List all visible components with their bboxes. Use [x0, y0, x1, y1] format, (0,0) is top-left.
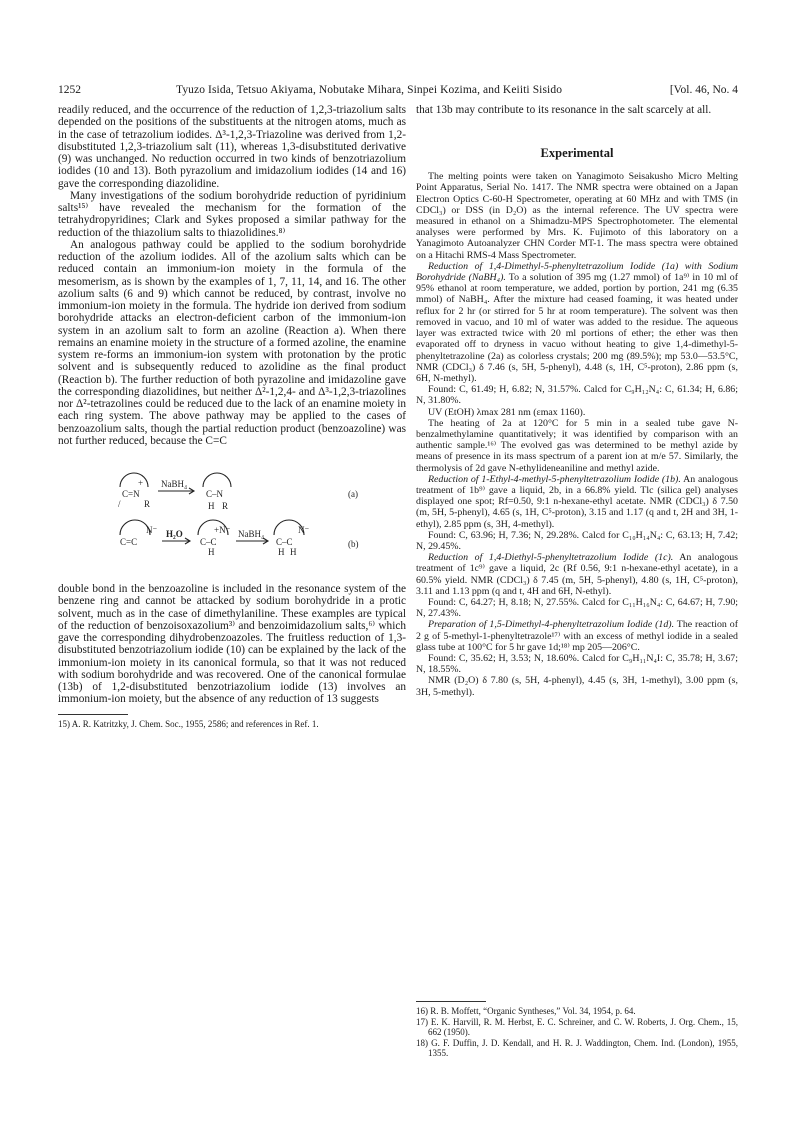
svg-text:H: H [208, 547, 215, 557]
svg-text:H: H [290, 547, 297, 557]
procedure-text: An analogous treatment of 1c⁹⁾ gave a liquid, 2c (Rf 0.56, 9:1 n-hexane-ethyl acetate), in a 60.5% yield. NMR (CDCl₃) δ 7.45 (m, 5H, 5-phenyl), 4.80 (s, 1H, C⁵-proton), 3.11 and 1.13 ppm (q and t, 4H and 6H, N-ethyl). [416, 552, 738, 597]
svg-text:C–N: C–N [206, 489, 224, 499]
svg-text:N⁻: N⁻ [146, 525, 158, 535]
svg-text:C–C: C–C [276, 537, 293, 547]
section-heading: Experimental [540, 146, 614, 161]
reaction-label-a: (a) [348, 489, 358, 499]
paragraph: that 13b may contribute to its resonance in the salt scarcely at all. [416, 104, 712, 116]
procedure-text: An analogous treatment of 1b⁹⁾ gave a liquid, 2b, in a 66.8% yield. Tlc (silica gel) analyses displayed one spot; Rf=0.50, 9:1 n-hexane-ethyl acetate. NMR (CDCl₃) δ 7.50 (m, 5H, 5-phenyl), 4.65 (s, 1H, C⁵-proton), 3.15 and 1.17 (q and t, 2H and 3H, 1-ethyl), 2.85 ppm (s, 3H, 4-methyl). [416, 473, 738, 530]
svg-text:R: R [222, 501, 229, 511]
procedure-title: Preparation of 1,5-Dimethyl-4-phenyltetrazolium Iodide (1d). [428, 619, 675, 631]
paragraph: NMR (D₂O) δ 7.80 (s, 5H, 4-phenyl), 4.45 (s, 3H, 1-methyl), 3.00 ppm (s, 3H, 5-methyl). [416, 675, 738, 698]
paragraph [416, 619, 738, 653]
right-footnotes [416, 993, 738, 1059]
paragraph: UV (EtOH) λmax 281 nm (εmax 1160). [428, 406, 586, 418]
author-line: Tyuzo Isida, Tetsuo Akiyama, Nobutake Mihara, Sinpei Kozima, and Keiiti Sisido [176, 84, 563, 96]
reaction-scheme-drawing [58, 457, 406, 575]
svg-text:H: H [208, 501, 215, 511]
reagent-label: NaBH₄ [238, 529, 265, 539]
svg-text:C=C: C=C [120, 537, 138, 547]
ring-arc [120, 473, 148, 487]
right-column [416, 104, 738, 698]
left-column [58, 104, 406, 729]
footnote-16: 16) R. B. Moffett, “Organic Syntheses,” Vol. 34, 1954, p. 64. [416, 1006, 636, 1016]
svg-text:H: H [278, 547, 285, 557]
footnote-rule [416, 1001, 486, 1002]
water-label: H₂O [166, 529, 183, 539]
procedure-title: Reduction of 1-Ethyl-4-methyl-5-phenyltetrazolium Iodide (1b). [428, 473, 681, 485]
page-number: 1252 [58, 84, 81, 96]
paragraph [416, 261, 738, 384]
paragraph: Many investigations of the sodium borohydride reduction of pyridinium salts¹⁵⁾ have revealed the mechanism for the formation of the tetrahydropyridines; Clark and Sykes proposed a similar pathway for the reduction of the thiazolium salts to thiazolidines.⁸⁾ [58, 189, 406, 239]
footnote [58, 719, 406, 730]
paragraph: An analogous pathway could be applied to the sodium borohydride reduction of the azolium iodides. All of the azolium salts which can be reduced contain an immonium-ion moiety in the formula of the mesomerism, as is shown by the examples of 1, 7, 11, 14, and 16. The other azolium salts (6 and 9) which cannot be reduced, by contrast, involve no immonium-ion moiety in the formula. The hydride ion derived from sodium borohydride attacks an electron-deficient carbon of the immonium-ion system in an azolium salt to form an azoline (Reaction a). When there remains an enamine moiety in the structure of a formed azoline, the enamine system re-forms an immonium-ion system with protonation by the protic solvent and is subsequently reduced to azolidine as the final product (Reaction b). The further reduction of both pyrazoline and imidazoline gave the corresponding diazolidines, but neither Δ²-1,2,4- and Δ³-1,2,3-triazolines nor Δ²-tetrazolines could be reduced due to the lack of an enamine moiety in each ring system. The above pathway may be applied to the cases of benzoazolium salts, though the partial reduction product (benzoazoline) was not further reduced, because the C=C [58, 238, 406, 447]
experimental-section [416, 171, 738, 698]
svg-text:R: R [144, 499, 151, 509]
svg-text:C=N: C=N [122, 489, 140, 499]
reaction-label-b: (b) [348, 539, 359, 549]
paragraph: double bond in the benzoazoline is included in the resonance system of the benzene ring and cannot be attacked by sodium borohydride in a protic solvent, much as in the case of dimethylaniline. These examples are typical of the reduction of benzoisoxazolium³⁾ and benzoimidazolium salts,⁶⁾ which gave the corresponding dihydrobenzoazoles. The fruitless reduction of 1,3-disubstituted benzotriazolium iodide (10) can be explained by the lack of the immonium-ion moiety in its canonical formula, so that it was not reduced with sodium borohydride and was recovered. One of the canonical formulae (13b) of 1,2-disubstituted benzotriazolium iodide (13) involves an immonium-ion moiety, but the absence of any reduction of 13 suggests [58, 583, 406, 706]
reaction-scheme [58, 457, 406, 575]
ring-arc [203, 473, 231, 487]
paragraph [416, 474, 738, 530]
footnote-rule [58, 714, 128, 715]
footnote-15: 15) A. R. Katritzky, J. Chem. Soc., 1955, 2586; and references in Ref. 1. [58, 718, 319, 729]
procedure-text: The reaction of 2 g of 5-methyl-1-phenyltetrazole¹⁷⁾ with an excess of methyl iodide in a sealed glass tube at 100°C for 5 hr gave 1d;¹⁸⁾ mp 205—206°C. [416, 619, 738, 653]
journal-volume: [Vol. 46, No. 4 [669, 84, 738, 96]
procedure-text: To a solution of 395 mg (1.27 mmol) of 1a⁹⁾ in 10 ml of 95% ethanol at room temperature, we added, portion by portion, 241 mg (6.35 mmol) of NaBH₄. After the mixture had ceased foaming, it was heated under reflux for 2 hr (or stirred for 5 hr at room temperature). The solvent was then removed in vacuo, and 10 ml of water was added to the residue. The aqueous layer was extracted twice with 20 ml portions of ether; the ether was then evaporated off to dryness in vacuo without heating to give 1,4-dimethyl-5-phenyltetrazoline (2a) as colorless crystals; 200 mg (89.5%); mp 53.0—53.5°C, NMR (CDCl₃) δ 7.46 (s, 5H, 5-phenyl), 4.48 (s, 1H, C⁵-proton), 2.86 ppm (s, 6H, N-methyl). [416, 272, 738, 384]
procedure-title: Reduction of 1,4-Diethyl-5-phenyltetrazolium Iodide (1c). [428, 552, 674, 564]
paragraph: The heating of 2a at 120°C for 5 min in a sealed tube gave N-benzalmethylamine quantitatively; it was identified by comparison with an authentic sample.¹⁶⁾ The evolved gas was determined to be methyl azide by means of presence in its mass spectrum of a parent ion at m/e 57. Similarly, the thermolysis of 2d gave N-ethylideneaniline and methyl azide. [416, 417, 738, 474]
reagent-label: NaBH₄ [161, 479, 188, 489]
svg-text:+N⁻: +N⁻ [214, 525, 231, 535]
footnote-18: 18) G. F. Duffin, J. D. Kendall, and H. R. J. Waddington, Chem. Ind. (London), 1955, 1355. [416, 1037, 738, 1058]
paragraph [416, 552, 738, 597]
paragraph: Found: C, 35.62; H, 3.53; N, 18.60%. Calcd for C₉H₁₁N₄I: C, 35.78; H, 3.67; N, 18.55%. [416, 652, 738, 676]
paragraph: Found: C, 64.27; H, 8.18; N, 27.55%. Calcd for C₁₁H₁₆N₄: C, 64.67; H, 7.90; N, 27.43%. [416, 596, 738, 620]
paragraph: Found: C, 63.96; H, 7.36; N, 29.28%. Calcd for C₁₀H₁₄N₄: C, 63.13; H, 7.42; N, 29.45%. [416, 529, 738, 552]
svg-text:C–C: C–C [200, 537, 217, 547]
svg-text:+: + [138, 478, 144, 488]
svg-text:N⁻: N⁻ [298, 525, 310, 535]
footnote-17: 17) E. K. Harvill, R. M. Herbst, E. C. Schreiner, and C. W. Roberts, J. Org. Chem., 15, 662 (1950). [416, 1016, 738, 1037]
svg-text:/: / [118, 499, 121, 509]
procedure-title: Reduction of 1,4-Dimethyl-5-phenyltetrazolium Iodide (1a) with Sodium Borohydride (NaBH₄). [416, 260, 738, 284]
paragraph: Found: C, 61.49; H, 6.82; N, 31.57%. Calcd for C₉H₁₂N₄: C, 61.34; H, 6.86; N, 31.80%. [416, 384, 738, 407]
paragraph: The melting points were taken on Yanagimoto Seisakusho Micro Melting Point Apparatus, Serial No. 1417. The NMR spectra were obtained on a Japan Electron Optics C-60-H Spectrometer, operating at 60 MHz and with TMS (in CDCl₃) or DSS (in D₂O) as the internal reference. The UV spectra were measured in ethanol on a Shimadzu-MPS Spectrophotometer. The elemental analyses were performed by Mrs. K. Fujimoto of this laboratory on a Yanagimoto Autoanalyzer CHN Corder MT-1. The mass spectra were obtained on a Hitachi RMS-4 Mass Spectrometer. [416, 171, 738, 261]
paragraph: readily reduced, and the occurrence of the reduction of 1,2,3-triazolium salts depended on the positions of the substituents at the nitrogen atoms, much as in the case of tetrazolium iodides. Δ³-1,2,3-Triazoline was derived from 1,2-disubstituted 1,2,3-triazolium salt (11), whereas 1,3-disubstituted derivative (9) was unchanged. No reduction occurred in two kinds of benzotriazolium iodides (10 and 13). Both pyrazolium and imidazolium iodides (14 and 16) gave the corresponding diazolidine. [58, 104, 406, 190]
